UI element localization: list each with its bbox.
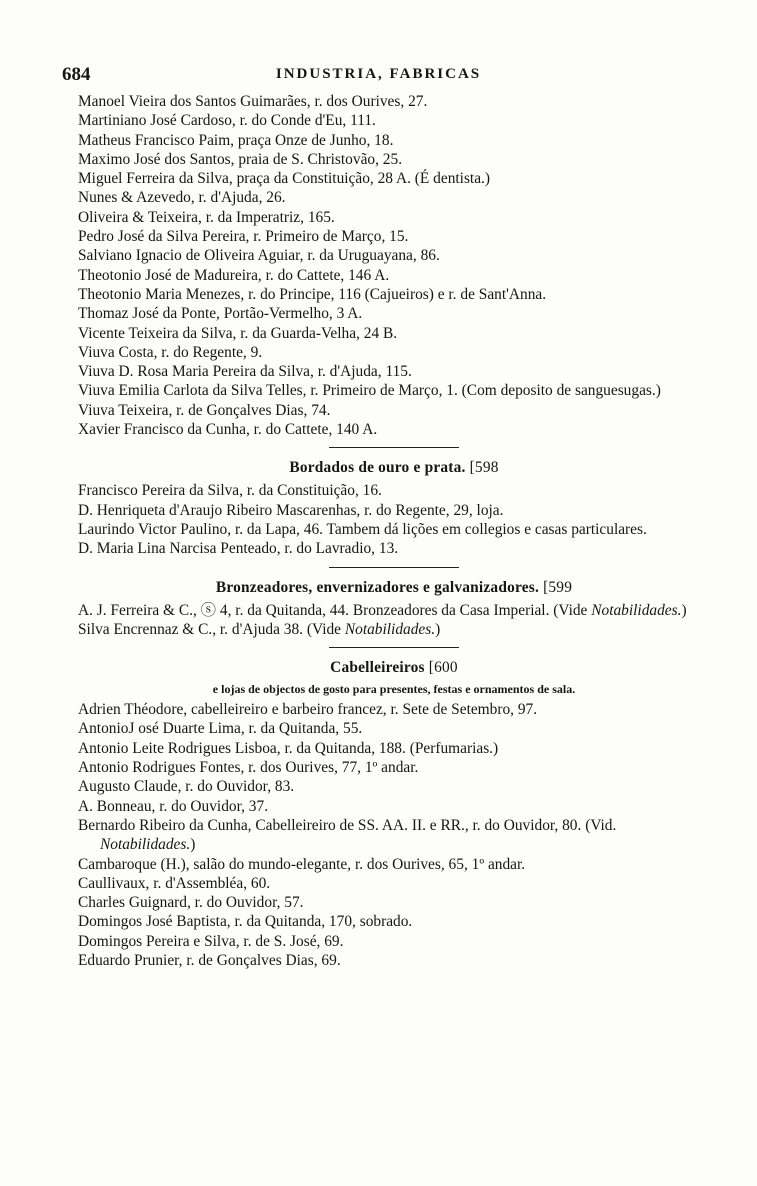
list-item: Miguel Ferreira da Silva, praça da Constituição, 28 A. (É dentista.) — [78, 170, 491, 188]
section-title: Cabelleireiros — [330, 659, 425, 677]
list-item: Charles Guignard, r. do Ouvidor, 57. — [78, 894, 304, 912]
list-item: Bernardo Ribeiro da Cunha, Cabelleireiro de SS. AA. II. e RR., r. do Ouvidor, 80. (Vid. Notabilidades.) — [78, 816, 617, 854]
italic-reference: Notabilidades. — [344, 620, 436, 638]
list-item: Salviano Ignacio de Oliveira Aguiar, r. da Uruguayana, 86. — [78, 247, 440, 265]
list-item: Matheus Francisco Paim, praça Onze de Junho, 18. — [78, 131, 394, 149]
italic-reference: Notabilidades. — [591, 601, 682, 619]
section-title: Bronzeadores, envernizadores e galvanizadores. — [215, 578, 540, 596]
list-item: Viuva Emilia Carlota da Silva Telles, r. Primeiro de Março, 1. (Com deposito de sanguesugas.) — [78, 382, 661, 400]
list-item: Augusto Claude, r. do Ouvidor, 83. — [78, 778, 295, 796]
list-item: Viuva Costa, r. do Regente, 9. — [78, 343, 263, 361]
page-content — [78, 92, 710, 970]
list-item: Viuva D. Rosa Maria Pereira da Silva, r. d'Ajuda, 115. — [78, 363, 412, 381]
entry-list — [78, 92, 710, 439]
list-item: Francisco Pereira da Silva, r. da Constituição, 16. — [78, 482, 382, 500]
section-number: [598 — [469, 459, 499, 477]
list-item: Maximo José dos Santos, praia de S. Christovão, 25. — [78, 150, 403, 168]
list-item: D. Henriqueta d'Araujo Ribeiro Mascarenhas, r. do Regente, 29, loja. — [78, 501, 504, 519]
page-number: 684 — [62, 64, 91, 85]
list-item: Laurindo Victor Paulino, r. da Lapa, 46. Tambem dá lições em collegios e casas particulares. — [78, 520, 647, 538]
list-item: Domingos José Baptista, r. da Quitanda, 170, sobrado. — [78, 913, 413, 931]
section-divider — [329, 447, 459, 448]
list-item: Adrien Théodore, cabelleireiro e barbeiro francez, r. Sete de Setembro, 97. — [78, 701, 538, 719]
list-item: Viuva Teixeira, r. de Gonçalves Dias, 74. — [78, 401, 331, 419]
list-item: D. Maria Lina Narcisa Penteado, r. do Lavradio, 13. — [78, 540, 399, 558]
list-item: Thomaz José da Ponte, Portão-Vermelho, 3 A. — [78, 305, 363, 323]
list-item: A. Bonneau, r. do Ouvidor, 37. — [78, 797, 269, 815]
list-item: Nunes & Azevedo, r. d'Ajuda, 26. — [78, 189, 286, 207]
list-item: Theotonio José de Madureira, r. do Cattete, 146 A. — [78, 266, 390, 284]
list-item: Antonio Rodrigues Fontes, r. dos Ourives, 77, 1º andar. — [78, 759, 419, 777]
list-item: Domingos Pereira e Silva, r. de S. José, 69. — [78, 932, 344, 950]
list-item: Xavier Francisco da Cunha, r. do Cattete, 140 A. — [78, 421, 378, 439]
list-item: A. J. Ferreira & C., ⓢ 4, r. da Quitanda, 44. Bronzeadores da Casa Imperial. (Vide Notabilidades.) — [78, 601, 687, 619]
list-item: Manoel Vieira dos Santos Guimarães, r. dos Ourives, 27. — [78, 93, 428, 110]
list-item: Oliveira & Teixeira, r. da Imperatriz, 165. — [78, 208, 335, 226]
section-number: [599 — [543, 578, 573, 596]
section-subtitle: e lojas de objectos de gosto para presentes, festas e ornamentos de sala. — [212, 682, 576, 697]
section-divider — [329, 567, 459, 568]
section-divider — [329, 647, 459, 648]
list-item: Martiniano José Cardoso, r. do Conde d'Eu, 111. — [78, 112, 376, 130]
list-item: Antonio Leite Rodrigues Lisboa, r. da Quitanda, 188. (Perfumarias.) — [78, 739, 499, 757]
list-item: Vicente Teixeira da Silva, r. da Guarda-Velha, 24 B. — [78, 324, 398, 342]
section-bronzeadores — [78, 567, 710, 640]
italic-reference: Notabilidades. — [100, 836, 191, 854]
section-heading — [78, 658, 710, 677]
list-item: Silva Encrennaz & C., r. d'Ajuda 38. (Vide Notabilidades.) — [78, 620, 441, 638]
section-number: [600 — [428, 659, 458, 677]
section-heading — [78, 578, 710, 597]
page-header — [0, 64, 757, 86]
section-heading — [78, 458, 710, 477]
list-item: Cambaroque (H.), salão do mundo-elegante, r. dos Ourives, 65, 1º andar. — [78, 855, 526, 873]
list-item: Theotonio Maria Menezes, r. do Principe, 116 (Cajueiros) e r. de Sant'Anna. — [78, 285, 547, 303]
list-item: Caullivaux, r. d'Assembléa, 60. — [78, 874, 271, 892]
list-item: Eduardo Prunier, r. de Gonçalves Dias, 69. — [78, 951, 341, 969]
list-item: AntonioJ osé Duarte Lima, r. da Quitanda, 55. — [78, 720, 363, 738]
section-bordados — [78, 447, 710, 558]
list-item: Pedro José da Silva Pereira, r. Primeiro de Março, 15. — [78, 228, 409, 246]
section-cabelleireiros — [78, 647, 710, 970]
running-title: INDUSTRIA, FABRICAS — [275, 66, 482, 82]
section-title: Bordados de ouro e prata. — [289, 459, 466, 477]
